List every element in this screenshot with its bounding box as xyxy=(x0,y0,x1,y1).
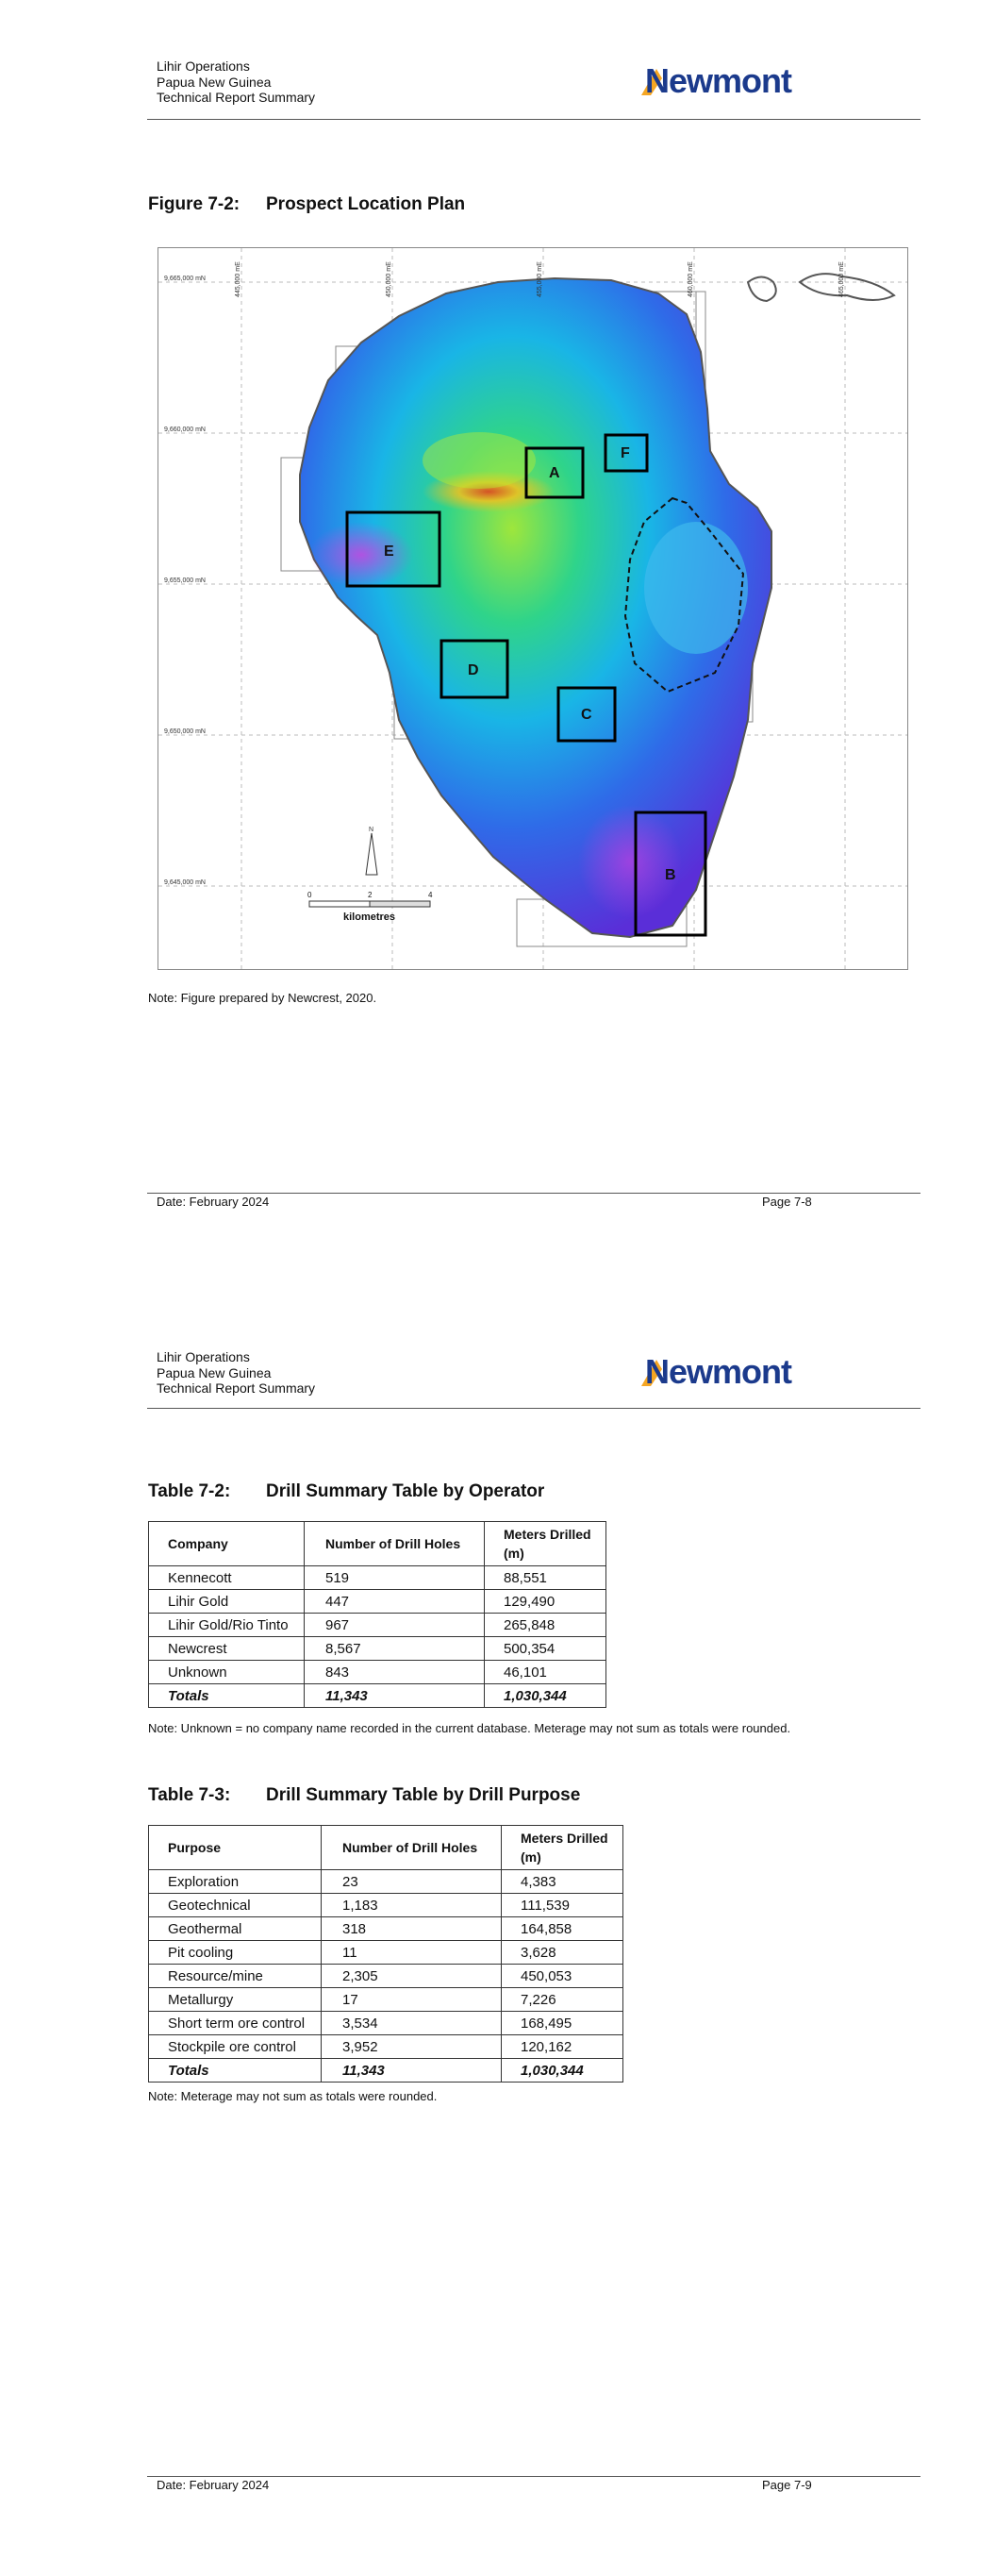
map-canvas xyxy=(158,248,907,969)
table-7-3-title xyxy=(148,1785,580,1806)
scale-unit-label: kilometres xyxy=(343,912,396,923)
table-cell: Stockpile ore control xyxy=(149,2035,322,2059)
northing-labels xyxy=(164,276,206,886)
table-cell: 450,053 xyxy=(502,1965,623,1988)
table-caption: Drill Summary Table by Drill Purpose xyxy=(266,1785,581,1805)
table-7-2-title xyxy=(148,1481,544,1502)
figure-note: Note: Figure prepared by Newcrest, 2020. xyxy=(148,991,377,1005)
table-cell: 11 xyxy=(322,1941,502,1965)
northing-label: 9,650,000 mN xyxy=(164,728,206,735)
table-cell: Lihir Gold xyxy=(149,1590,305,1614)
table-cell: 500,354 xyxy=(485,1637,606,1661)
column-header: Number of Drill Holes xyxy=(322,1826,502,1870)
table-cell: 11,343 xyxy=(305,1684,485,1708)
column-header: Meters Drilled (m) xyxy=(502,1826,623,1870)
table-number: Table 7-2: xyxy=(148,1481,231,1501)
table-cell: 843 xyxy=(305,1661,485,1684)
header-report-type: Technical Report Summary xyxy=(157,90,316,105)
prospect-label-e: E xyxy=(384,544,394,560)
figure-caption: Prospect Location Plan xyxy=(266,194,466,214)
easting-label: 465,000 mE xyxy=(838,261,845,297)
northing-label: 9,645,000 mN xyxy=(164,879,206,886)
table-cell: 168,495 xyxy=(502,2012,623,2035)
logo-wordmark: Newmont xyxy=(645,1352,791,1391)
table-cell: 129,490 xyxy=(485,1590,606,1614)
easting-label: 460,000 mE xyxy=(688,261,694,297)
header-country: Papua New Guinea xyxy=(157,1364,272,1380)
table-cell: 3,628 xyxy=(502,1941,623,1965)
page-7-8 xyxy=(0,0,995,1227)
table-cell: Metallurgy xyxy=(149,1988,322,2012)
footer-page-number: Page 7-9 xyxy=(762,2478,812,2492)
page-7-9 xyxy=(0,1293,995,2576)
table-cell: 111,539 xyxy=(502,1894,623,1917)
table-cell: 318 xyxy=(322,1917,502,1941)
column-header: Meters Drilled (m) xyxy=(485,1522,606,1566)
table-caption: Drill Summary Table by Operator xyxy=(266,1481,545,1501)
table-row xyxy=(149,2035,623,2059)
table-cell: 3,952 xyxy=(322,2035,502,2059)
report-header xyxy=(157,1349,315,1397)
table-cell: 4,383 xyxy=(502,1870,623,1894)
table-cell: 265,848 xyxy=(485,1614,606,1637)
table-cell: Lihir Gold/Rio Tinto xyxy=(149,1614,305,1637)
masahet-island xyxy=(800,274,894,300)
prospect-label-c: C xyxy=(581,707,592,723)
table-cell: Totals xyxy=(149,1684,305,1708)
prospect-location-map xyxy=(158,247,908,970)
easting-label: 455,000 mE xyxy=(537,261,543,297)
prospect-label-b: B xyxy=(665,867,676,883)
table-7-3-note: Note: Meterage may not sum as totals were rounded. xyxy=(148,2089,438,2103)
figure-number: Figure 7-2: xyxy=(148,194,240,214)
table-cell: 1,030,344 xyxy=(502,2059,623,2083)
table-cell: Geothermal xyxy=(149,1917,322,1941)
drill-summary-by-operator-table xyxy=(148,1521,606,1708)
figure-title xyxy=(148,194,465,215)
northing-label: 9,655,000 mN xyxy=(164,577,206,584)
mahur-island xyxy=(748,277,776,302)
table-cell: 447 xyxy=(305,1590,485,1614)
table-cell: 8,567 xyxy=(305,1637,485,1661)
header-country: Papua New Guinea xyxy=(157,74,272,90)
table-row xyxy=(149,1614,606,1637)
table-cell: 120,162 xyxy=(502,2035,623,2059)
table-cell: Pit cooling xyxy=(149,1941,322,1965)
footer-page-number: Page 7-8 xyxy=(762,1195,812,1209)
report-header xyxy=(157,59,315,106)
footer-rule xyxy=(147,2476,920,2477)
column-header: Number of Drill Holes xyxy=(305,1522,485,1566)
table-cell: 23 xyxy=(322,1870,502,1894)
table-cell: Totals xyxy=(149,2059,322,2083)
header-operation: Lihir Operations xyxy=(157,1349,250,1364)
footer-date: Date: February 2024 xyxy=(157,1195,270,1209)
scale-tick-label: 2 xyxy=(368,891,373,899)
scale-bar xyxy=(307,891,433,923)
table-row xyxy=(149,2012,623,2035)
table-cell: Short term ore control xyxy=(149,2012,322,2035)
table-row xyxy=(149,1941,623,1965)
column-header: Purpose xyxy=(149,1826,322,1870)
table-cell: Geotechnical xyxy=(149,1894,322,1917)
table-cell: Kennecott xyxy=(149,1566,305,1590)
prospect-label-f: F xyxy=(621,445,630,461)
table-cell: Resource/mine xyxy=(149,1965,322,1988)
table-header-row xyxy=(149,1522,606,1566)
table-row xyxy=(149,1894,623,1917)
table-cell: 1,183 xyxy=(322,1894,502,1917)
table-cell: 17 xyxy=(322,1988,502,2012)
table-7-2-note: Note: Unknown = no company name recorded in the current database. Meterage may not sum as totals were rounded. xyxy=(148,1721,791,1735)
table-cell: 519 xyxy=(305,1566,485,1590)
scale-tick-label: 0 xyxy=(307,891,312,899)
north-label: N xyxy=(369,827,374,833)
easting-label: 445,000 mE xyxy=(235,261,241,297)
footer-date: Date: February 2024 xyxy=(157,2478,270,2492)
table-row xyxy=(149,1590,606,1614)
northing-label: 9,660,000 mN xyxy=(164,427,206,433)
table-row xyxy=(149,1965,623,1988)
totals-row xyxy=(149,2059,623,2083)
table-cell: 1,030,344 xyxy=(485,1684,606,1708)
table-number: Table 7-3: xyxy=(148,1785,231,1805)
northing-label: 9,665,000 mN xyxy=(164,276,206,282)
table-row xyxy=(149,1917,623,1941)
table-cell: 11,343 xyxy=(322,2059,502,2083)
prospect-label-d: D xyxy=(468,662,479,678)
table-cell: 2,305 xyxy=(322,1965,502,1988)
table-cell: 88,551 xyxy=(485,1566,606,1590)
table-row xyxy=(149,1870,623,1894)
drill-summary-by-purpose-table xyxy=(148,1825,623,2083)
header-rule xyxy=(147,1408,920,1409)
table-row xyxy=(149,1661,606,1684)
logo-wordmark: Newmont xyxy=(645,61,791,100)
easting-label: 450,000 mE xyxy=(386,261,392,297)
table-header-row xyxy=(149,1826,623,1870)
footer-rule xyxy=(147,1193,920,1194)
north-arrow-icon xyxy=(366,827,377,875)
table-cell: 46,101 xyxy=(485,1661,606,1684)
table-cell: 3,534 xyxy=(322,2012,502,2035)
table-cell: Newcrest xyxy=(149,1637,305,1661)
table-cell: 164,858 xyxy=(502,1917,623,1941)
totals-row xyxy=(149,1684,606,1708)
prospect-label-a: A xyxy=(549,465,560,481)
table-row xyxy=(149,1988,623,2012)
table-row xyxy=(149,1637,606,1661)
table-cell: Exploration xyxy=(149,1870,322,1894)
column-header: Company xyxy=(149,1522,305,1566)
header-report-type: Technical Report Summary xyxy=(157,1380,316,1396)
table-cell: 7,226 xyxy=(502,1988,623,2012)
header-operation: Lihir Operations xyxy=(157,59,250,74)
table-row xyxy=(149,1566,606,1590)
header-rule xyxy=(147,119,920,120)
scale-tick-label: 4 xyxy=(428,891,433,899)
table-cell: 967 xyxy=(305,1614,485,1637)
table-cell: Unknown xyxy=(149,1661,305,1684)
